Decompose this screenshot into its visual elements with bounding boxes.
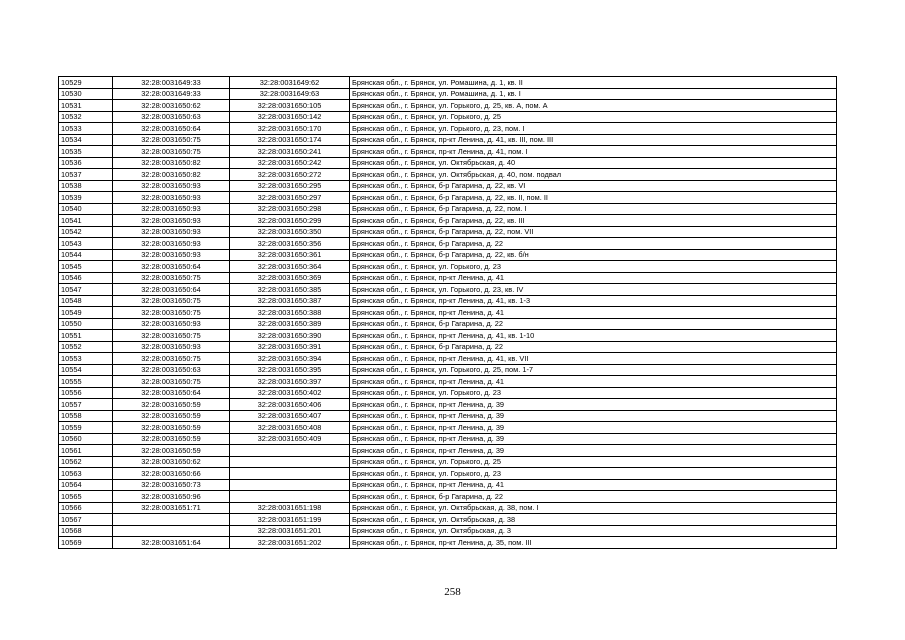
address-cell: Брянская обл., г. Брянск, б-р Гагарина, д. 22 bbox=[350, 491, 837, 503]
table-row bbox=[59, 134, 837, 146]
parent-cadastral-number-cell: 32:28:0031650:59 bbox=[113, 410, 230, 422]
parent-cadastral-number-cell: 32:28:0031650:93 bbox=[113, 192, 230, 204]
table-row bbox=[59, 410, 837, 422]
parent-cadastral-number-cell: 32:28:0031650:66 bbox=[113, 468, 230, 480]
address-cell: Брянская обл., г. Брянск, ул. Горького, д. 25 bbox=[350, 111, 837, 123]
parent-cadastral-number-cell: 32:28:0031650:59 bbox=[113, 433, 230, 445]
cadastral-number-cell: 32:28:0031650:299 bbox=[230, 215, 350, 227]
address-cell: Брянская обл., г. Брянск, пр-кт Ленина, д. 41, пом. I bbox=[350, 146, 837, 158]
parent-cadastral-number-cell: 32:28:0031650:75 bbox=[113, 295, 230, 307]
cadastral-number-cell: 32:28:0031649:62 bbox=[230, 77, 350, 89]
row-number-cell: 10546 bbox=[59, 272, 113, 284]
row-number-cell: 10558 bbox=[59, 410, 113, 422]
table-row bbox=[59, 445, 837, 457]
cadastral-number-cell: 32:28:0031650:390 bbox=[230, 330, 350, 342]
address-cell: Брянская обл., г. Брянск, б-р Гагарина, д. 22 bbox=[350, 318, 837, 330]
address-cell: Брянская обл., г. Брянск, б-р Гагарина, д. 22, пом. I bbox=[350, 203, 837, 215]
parent-cadastral-number-cell: 32:28:0031650:93 bbox=[113, 341, 230, 353]
row-number-cell: 10555 bbox=[59, 376, 113, 388]
table-row bbox=[59, 364, 837, 376]
row-number-cell: 10554 bbox=[59, 364, 113, 376]
parent-cadastral-number-cell: 32:28:0031650:62 bbox=[113, 456, 230, 468]
cadastral-number-cell: 32:28:0031650:297 bbox=[230, 192, 350, 204]
address-cell: Брянская обл., г. Брянск, б-р Гагарина, д. 22, кв. б/н bbox=[350, 249, 837, 261]
address-cell: Брянская обл., г. Брянск, ул. Горького, д. 23, кв. IV bbox=[350, 284, 837, 296]
cadastral-number-cell: 32:28:0031651:199 bbox=[230, 514, 350, 526]
parent-cadastral-number-cell bbox=[113, 514, 230, 526]
cadastral-number-cell: 32:28:0031650:409 bbox=[230, 433, 350, 445]
cadastral-number-cell: 32:28:0031650:387 bbox=[230, 295, 350, 307]
cadastral-number-cell: 32:28:0031651:202 bbox=[230, 537, 350, 549]
row-number-cell: 10548 bbox=[59, 295, 113, 307]
cadastral-number-cell: 32:28:0031650:241 bbox=[230, 146, 350, 158]
address-cell: Брянская обл., г. Брянск, ул. Горького, д. 23, пом. I bbox=[350, 123, 837, 135]
parent-cadastral-number-cell: 32:28:0031650:64 bbox=[113, 261, 230, 273]
row-number-cell: 10550 bbox=[59, 318, 113, 330]
parent-cadastral-number-cell: 32:28:0031650:59 bbox=[113, 422, 230, 434]
parent-cadastral-number-cell: 32:28:0031650:64 bbox=[113, 123, 230, 135]
cadastral-number-cell: 32:28:0031649:63 bbox=[230, 88, 350, 100]
parent-cadastral-number-cell: 32:28:0031650:93 bbox=[113, 238, 230, 250]
parent-cadastral-number-cell: 32:28:0031650:75 bbox=[113, 330, 230, 342]
row-number-cell: 10549 bbox=[59, 307, 113, 319]
row-number-cell: 10560 bbox=[59, 433, 113, 445]
parent-cadastral-number-cell: 32:28:0031650:82 bbox=[113, 169, 230, 181]
table-row bbox=[59, 169, 837, 181]
address-cell: Брянская обл., г. Брянск, пр-кт Ленина, д. 41, кв. 1-3 bbox=[350, 295, 837, 307]
address-cell: Брянская обл., г. Брянск, пр-кт Ленина, д. 39 bbox=[350, 433, 837, 445]
parent-cadastral-number-cell: 32:28:0031650:75 bbox=[113, 307, 230, 319]
parent-cadastral-number-cell: 32:28:0031651:64 bbox=[113, 537, 230, 549]
parent-cadastral-number-cell: 32:28:0031649:33 bbox=[113, 77, 230, 89]
registry-table-container bbox=[58, 76, 837, 549]
cadastral-number-cell bbox=[230, 456, 350, 468]
row-number-cell: 10569 bbox=[59, 537, 113, 549]
row-number-cell: 10543 bbox=[59, 238, 113, 250]
row-number-cell: 10553 bbox=[59, 353, 113, 365]
table-row bbox=[59, 399, 837, 411]
address-cell: Брянская обл., г. Брянск, пр-кт Ленина, д. 41, кв. VII bbox=[350, 353, 837, 365]
address-cell: Брянская обл., г. Брянск, б-р Гагарина, д. 22, кв. II, пом. II bbox=[350, 192, 837, 204]
cadastral-number-cell: 32:28:0031650:402 bbox=[230, 387, 350, 399]
table-row bbox=[59, 468, 837, 480]
row-number-cell: 10537 bbox=[59, 169, 113, 181]
table-row bbox=[59, 502, 837, 514]
parent-cadastral-number-cell: 32:28:0031650:82 bbox=[113, 157, 230, 169]
row-number-cell: 10563 bbox=[59, 468, 113, 480]
cadastral-number-cell: 32:28:0031650:272 bbox=[230, 169, 350, 181]
table-row bbox=[59, 100, 837, 112]
address-cell: Брянская обл., г. Брянск, ул. Горького, д. 23 bbox=[350, 387, 837, 399]
cadastral-number-cell bbox=[230, 445, 350, 457]
row-number-cell: 10545 bbox=[59, 261, 113, 273]
address-cell: Брянская обл., г. Брянск, пр-кт Ленина, д. 41 bbox=[350, 272, 837, 284]
address-cell: Брянская обл., г. Брянск, пр-кт Ленина, д. 39 bbox=[350, 399, 837, 411]
table-row bbox=[59, 537, 837, 549]
cadastral-number-cell: 32:28:0031651:201 bbox=[230, 525, 350, 537]
parent-cadastral-number-cell: 32:28:0031650:62 bbox=[113, 100, 230, 112]
parent-cadastral-number-cell: 32:28:0031650:93 bbox=[113, 180, 230, 192]
address-cell: Брянская обл., г. Брянск, ул. Ромашина, д. 1, кв. I bbox=[350, 88, 837, 100]
cadastral-number-cell: 32:28:0031650:105 bbox=[230, 100, 350, 112]
address-cell: Брянская обл., г. Брянск, пр-кт Ленина, д. 39 bbox=[350, 410, 837, 422]
row-number-cell: 10565 bbox=[59, 491, 113, 503]
address-cell: Брянская обл., г. Брянск, пр-кт Ленина, д. 41, кв. III, пом. III bbox=[350, 134, 837, 146]
registry-table bbox=[58, 76, 837, 549]
row-number-cell: 10530 bbox=[59, 88, 113, 100]
address-cell: Брянская обл., г. Брянск, пр-кт Ленина, д. 39 bbox=[350, 422, 837, 434]
parent-cadastral-number-cell: 32:28:0031650:75 bbox=[113, 146, 230, 158]
parent-cadastral-number-cell: 32:28:0031650:59 bbox=[113, 445, 230, 457]
cadastral-number-cell: 32:28:0031650:406 bbox=[230, 399, 350, 411]
address-cell: Брянская обл., г. Брянск, пр-кт Ленина, д. 41 bbox=[350, 307, 837, 319]
cadastral-number-cell: 32:28:0031650:394 bbox=[230, 353, 350, 365]
table-row bbox=[59, 180, 837, 192]
row-number-cell: 10557 bbox=[59, 399, 113, 411]
cadastral-number-cell: 32:28:0031650:407 bbox=[230, 410, 350, 422]
parent-cadastral-number-cell: 32:28:0031650:63 bbox=[113, 111, 230, 123]
row-number-cell: 10562 bbox=[59, 456, 113, 468]
row-number-cell: 10536 bbox=[59, 157, 113, 169]
table-row bbox=[59, 491, 837, 503]
table-row bbox=[59, 376, 837, 388]
table-row bbox=[59, 215, 837, 227]
row-number-cell: 10529 bbox=[59, 77, 113, 89]
cadastral-number-cell: 32:28:0031650:295 bbox=[230, 180, 350, 192]
parent-cadastral-number-cell: 32:28:0031650:93 bbox=[113, 215, 230, 227]
table-row bbox=[59, 525, 837, 537]
table-row bbox=[59, 387, 837, 399]
row-number-cell: 10541 bbox=[59, 215, 113, 227]
address-cell: Брянская обл., г. Брянск, ул. Октябрьская, д. 38, пом. I bbox=[350, 502, 837, 514]
address-cell: Брянская обл., г. Брянск, ул. Горького, д. 23 bbox=[350, 468, 837, 480]
table-row bbox=[59, 238, 837, 250]
page-number: 258 bbox=[444, 586, 461, 598]
row-number-cell: 10547 bbox=[59, 284, 113, 296]
table-row bbox=[59, 341, 837, 353]
row-number-cell: 10531 bbox=[59, 100, 113, 112]
address-cell: Брянская обл., г. Брянск, пр-кт Ленина, д. 41, кв. 1-10 bbox=[350, 330, 837, 342]
table-row bbox=[59, 318, 837, 330]
parent-cadastral-number-cell: 32:28:0031650:64 bbox=[113, 284, 230, 296]
cadastral-number-cell: 32:28:0031650:142 bbox=[230, 111, 350, 123]
parent-cadastral-number-cell: 32:28:0031650:93 bbox=[113, 318, 230, 330]
table-row bbox=[59, 479, 837, 491]
cadastral-number-cell: 32:28:0031650:389 bbox=[230, 318, 350, 330]
row-number-cell: 10542 bbox=[59, 226, 113, 238]
row-number-cell: 10567 bbox=[59, 514, 113, 526]
table-row bbox=[59, 77, 837, 89]
address-cell: Брянская обл., г. Брянск, пр-кт Ленина, д. 39 bbox=[350, 445, 837, 457]
cadastral-number-cell: 32:28:0031650:170 bbox=[230, 123, 350, 135]
table-row bbox=[59, 203, 837, 215]
cadastral-number-cell: 32:28:0031650:369 bbox=[230, 272, 350, 284]
parent-cadastral-number-cell: 32:28:0031650:75 bbox=[113, 272, 230, 284]
parent-cadastral-number-cell: 32:28:0031650:75 bbox=[113, 134, 230, 146]
cadastral-number-cell: 32:28:0031650:408 bbox=[230, 422, 350, 434]
address-cell: Брянская обл., г. Брянск, пр-кт Ленина, д. 35, пом. III bbox=[350, 537, 837, 549]
address-cell: Брянская обл., г. Брянск, б-р Гагарина, д. 22 bbox=[350, 341, 837, 353]
cadastral-number-cell bbox=[230, 479, 350, 491]
address-cell: Брянская обл., г. Брянск, ул. Горького, д. 25, кв. А, пом. А bbox=[350, 100, 837, 112]
parent-cadastral-number-cell: 32:28:0031650:59 bbox=[113, 399, 230, 411]
row-number-cell: 10533 bbox=[59, 123, 113, 135]
address-cell: Брянская обл., г. Брянск, ул. Октябрьская, д. 3 bbox=[350, 525, 837, 537]
parent-cadastral-number-cell: 32:28:0031650:64 bbox=[113, 387, 230, 399]
table-row bbox=[59, 433, 837, 445]
address-cell: Брянская обл., г. Брянск, ул. Ромашина, д. 1, кв. II bbox=[350, 77, 837, 89]
row-number-cell: 10556 bbox=[59, 387, 113, 399]
cadastral-number-cell: 32:28:0031650:391 bbox=[230, 341, 350, 353]
address-cell: Брянская обл., г. Брянск, б-р Гагарина, д. 22, кв. III bbox=[350, 215, 837, 227]
cadastral-number-cell: 32:28:0031650:174 bbox=[230, 134, 350, 146]
table-row bbox=[59, 88, 837, 100]
cadastral-number-cell: 32:28:0031650:298 bbox=[230, 203, 350, 215]
table-row bbox=[59, 146, 837, 158]
parent-cadastral-number-cell: 32:28:0031650:73 bbox=[113, 479, 230, 491]
table-row bbox=[59, 192, 837, 204]
table-row bbox=[59, 123, 837, 135]
row-number-cell: 10559 bbox=[59, 422, 113, 434]
cadastral-number-cell bbox=[230, 491, 350, 503]
row-number-cell: 10540 bbox=[59, 203, 113, 215]
row-number-cell: 10538 bbox=[59, 180, 113, 192]
row-number-cell: 10534 bbox=[59, 134, 113, 146]
table-row bbox=[59, 456, 837, 468]
address-cell: Брянская обл., г. Брянск, ул. Октябрьская, д. 40, пом. подвал bbox=[350, 169, 837, 181]
table-row bbox=[59, 226, 837, 238]
parent-cadastral-number-cell: 32:28:0031650:93 bbox=[113, 226, 230, 238]
table-row bbox=[59, 157, 837, 169]
address-cell: Брянская обл., г. Брянск, ул. Октябрьская, д. 40 bbox=[350, 157, 837, 169]
row-number-cell: 10568 bbox=[59, 525, 113, 537]
cadastral-number-cell: 32:28:0031650:397 bbox=[230, 376, 350, 388]
row-number-cell: 10551 bbox=[59, 330, 113, 342]
row-number-cell: 10566 bbox=[59, 502, 113, 514]
table-row bbox=[59, 261, 837, 273]
row-number-cell: 10532 bbox=[59, 111, 113, 123]
parent-cadastral-number-cell: 32:28:0031650:63 bbox=[113, 364, 230, 376]
table-row bbox=[59, 307, 837, 319]
parent-cadastral-number-cell: 32:28:0031650:75 bbox=[113, 376, 230, 388]
parent-cadastral-number-cell: 32:28:0031650:75 bbox=[113, 353, 230, 365]
cadastral-number-cell: 32:28:0031650:350 bbox=[230, 226, 350, 238]
table-row bbox=[59, 353, 837, 365]
table-row bbox=[59, 284, 837, 296]
table-row bbox=[59, 272, 837, 284]
row-number-cell: 10561 bbox=[59, 445, 113, 457]
address-cell: Брянская обл., г. Брянск, б-р Гагарина, д. 22, пом. VII bbox=[350, 226, 837, 238]
address-cell: Брянская обл., г. Брянск, ул. Октябрьская, д. 38 bbox=[350, 514, 837, 526]
address-cell: Брянская обл., г. Брянск, ул. Горького, д. 25, пом. 1-7 bbox=[350, 364, 837, 376]
cadastral-number-cell: 32:28:0031651:198 bbox=[230, 502, 350, 514]
address-cell: Брянская обл., г. Брянск, б-р Гагарина, д. 22, кв. VI bbox=[350, 180, 837, 192]
row-number-cell: 10564 bbox=[59, 479, 113, 491]
cadastral-number-cell: 32:28:0031650:385 bbox=[230, 284, 350, 296]
table-row bbox=[59, 295, 837, 307]
address-cell: Брянская обл., г. Брянск, пр-кт Ленина, д. 41 bbox=[350, 376, 837, 388]
registry-table-body bbox=[59, 77, 837, 549]
cadastral-number-cell: 32:28:0031650:242 bbox=[230, 157, 350, 169]
parent-cadastral-number-cell: 32:28:0031649:33 bbox=[113, 88, 230, 100]
table-row bbox=[59, 514, 837, 526]
parent-cadastral-number-cell: 32:28:0031650:93 bbox=[113, 249, 230, 261]
row-number-cell: 10552 bbox=[59, 341, 113, 353]
address-cell: Брянская обл., г. Брянск, пр-кт Ленина, д. 41 bbox=[350, 479, 837, 491]
table-row bbox=[59, 330, 837, 342]
table-row bbox=[59, 249, 837, 261]
parent-cadastral-number-cell: 32:28:0031651:71 bbox=[113, 502, 230, 514]
address-cell: Брянская обл., г. Брянск, б-р Гагарина, д. 22 bbox=[350, 238, 837, 250]
parent-cadastral-number-cell: 32:28:0031650:93 bbox=[113, 203, 230, 215]
address-cell: Брянская обл., г. Брянск, ул. Горького, д. 23 bbox=[350, 261, 837, 273]
parent-cadastral-number-cell bbox=[113, 525, 230, 537]
row-number-cell: 10539 bbox=[59, 192, 113, 204]
row-number-cell: 10544 bbox=[59, 249, 113, 261]
cadastral-number-cell: 32:28:0031650:356 bbox=[230, 238, 350, 250]
table-row bbox=[59, 422, 837, 434]
cadastral-number-cell bbox=[230, 468, 350, 480]
cadastral-number-cell: 32:28:0031650:388 bbox=[230, 307, 350, 319]
table-row bbox=[59, 111, 837, 123]
cadastral-number-cell: 32:28:0031650:361 bbox=[230, 249, 350, 261]
address-cell: Брянская обл., г. Брянск, ул. Горького, д. 25 bbox=[350, 456, 837, 468]
cadastral-number-cell: 32:28:0031650:395 bbox=[230, 364, 350, 376]
cadastral-number-cell: 32:28:0031650:364 bbox=[230, 261, 350, 273]
row-number-cell: 10535 bbox=[59, 146, 113, 158]
parent-cadastral-number-cell: 32:28:0031650:96 bbox=[113, 491, 230, 503]
